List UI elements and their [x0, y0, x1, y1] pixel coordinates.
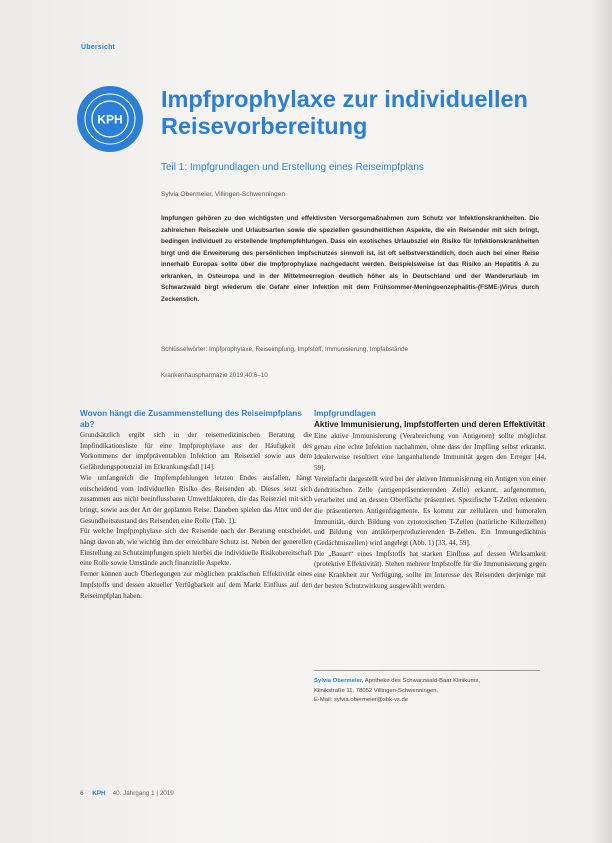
author-name: Sylvia Obermeier, — [314, 678, 364, 684]
author-address: Klinikstraße 11, 78052 Villingen-Schwenningen, — [314, 687, 439, 694]
journal-name: KPH — [92, 790, 106, 797]
left-column-heading: Wovon hängt die Zusammenstellung des Reiseimpfplans ab? — [80, 409, 302, 429]
page-footer — [80, 790, 174, 797]
issue-info: 40. Jahrgang 1 | 2019 — [112, 790, 174, 797]
page-number: 6 — [80, 790, 84, 797]
right-column-subheading: Aktive Immunisierung, Impfstofferten und deren Effektivität — [314, 420, 546, 429]
author-affiliation: Apotheke des Schwarzwald-Baar Klinikums, — [364, 678, 481, 684]
author-email: E-Mail: sylvia.obermeier@sbk-vs.de — [314, 697, 409, 703]
author-line: Sylvia Obermeier, Villingen-Schwenningen — [161, 191, 286, 198]
body-paragraph: Für welche Impfprophylaxe sich der Reisende nach der Beratung entscheidet, hängt davon ab, wie wichtig ihm der erreichbare Schutz ist. Neben der generellen Einstellung zu Schutzimpfungen spielt hierbei die individuelle Risikobereitschaft eine Rolle sowie Umstände auch finanzielle Aspekte. — [80, 527, 312, 568]
body-paragraph: Ferner können auch Überlegungen zur möglichen praktischen Effektivität eines Impfstoffs und dessen aktueller Verfügbarkeit auf dem Markt Einfluss auf den Reiseimpfplan haben. — [80, 570, 312, 600]
citation-source: Krankenhauspharmazie 2019;40:6–10 — [161, 372, 268, 379]
body-paragraph: Grundsätzlich ergibt sich in der reisemedizinischen Beratung die Impfindikationsliste für eine Impfprophylaxe aus der Häufigkeit des Vorkommens der impfpräventablen Infektion am Reiseziel sowie aus dem Gefährdungspotenzial im Erkrankungsfall [14]. — [80, 431, 312, 472]
left-column — [80, 408, 312, 601]
section-label: Übersicht — [81, 44, 116, 51]
kph-logo-icon — [75, 84, 145, 154]
right-column — [314, 408, 546, 592]
keywords: Schlüsselwörter: Impfprophylaxe, Reiseimpfung, Impfstoff, Immunisierung, Impfabstände — [161, 346, 408, 353]
body-paragraph: Wie umfangreich die Impfempfehlungen letzten Endes ausfallen, hängt entscheidend vom individuellen Risiko des Reisenden ab. Dieses setzt sich zusammen aus nicht beeinflussbaren Umweltfaktoren, die das Reiseziel mit sich bringt, sowie aus der Art der geplanten Reise. Daneben spielen das Alter und der Gesundheitszustand des Reisenden eine Rolle (Tab. 1). — [80, 473, 312, 525]
page-edge-shadow — [592, 0, 612, 843]
article-title: Impfprophylaxe zur individuellen Reisevorbereitung — [161, 86, 528, 139]
body-paragraph: Vereinfacht dargestellt wird bei der aktiven Immunisierung ein Antigen von einer dendritischen Zelle (antigenpräsentierenden Zelle) erkannt, aufgenommen, verarbeitet und an dessen Oberfläche präsentiert. Spezifische T-Zellen erkennen die präsentierten Antigenfragmente. Es kommt zur zellulären und humoralen Immunität, durch Bildung von zytotoxischen T-Zellen (natürliche Killerzellen) und Bildung von antikörperproduzierenden B-Zellen. Ein Immungedächtnis (Gedächtniszellen) wird angelegt (Abb. 1) [33, 44, 59]. — [314, 474, 546, 548]
right-column-heading: Impfgrundlagen — [314, 409, 376, 418]
article-subtitle: Teil 1: Impfgrundlagen und Erstellung eines Reiseimpfplans — [161, 162, 424, 173]
logo-text: KPH — [97, 112, 123, 127]
body-paragraph: Die „Bauart“ eines Impfstoffs hat starken Einfluss auf dessen Wirksamkeit (protektive Effektivität). Stehen mehrere Impfstoffe für die Immunisierung gegen eine Krankheit zur Verfügung, sollte im Interesse des Reisenden derjenige mit der besten Schutzwirkung ausgewählt werden. — [314, 549, 546, 590]
abstract: Impfungen gehören zu den wichtigsten und effektivsten Versorgemaßnahmen zum Schutz vor Infektionskrankheiten. Die zahlreichen Reiseziele und Urlaubsarten sowie die speziellen gesundheitlichen Aspekte, die ein Reisender mit sich bringt, bedingen individuell zu erstellende Impfempfehlungen. Dass ein exotisches Urlaubsziel ein Risiko für Infektionskrankheiten birgt und die Erweiterung des persönlichen Impfschutzes sinnvoll ist, ist oft selbstverständlich, doch auch bei einer Reise innerhalb Europas sollte über die Impfprophylaxe nachgedacht werden. Beispielsweise ist das Risiko an Hepatitis A zu erkranken, in Osteuropa und in der Mittelmeerregion deutlich höher als in Deutschland und der Wanderurlaub im Schwarzwald birgt wiederum die Gefahr einer Infektion mit dem Frühsommer-Meningoenzephalitis-(FSME-)Virus durch Zeckenstich. — [161, 215, 539, 303]
body-paragraph: Eine aktive Immunisierung (Verabreichung von Antigenen) sollte möglichst genau eine echte Infektion nachahmen, ohne dass der Impfling selbst erkrankt. Idealerweise resultiert eine langanhaltende Immunität gegen den Erreger [44, 59]. — [314, 432, 546, 473]
author-contact — [314, 670, 540, 706]
